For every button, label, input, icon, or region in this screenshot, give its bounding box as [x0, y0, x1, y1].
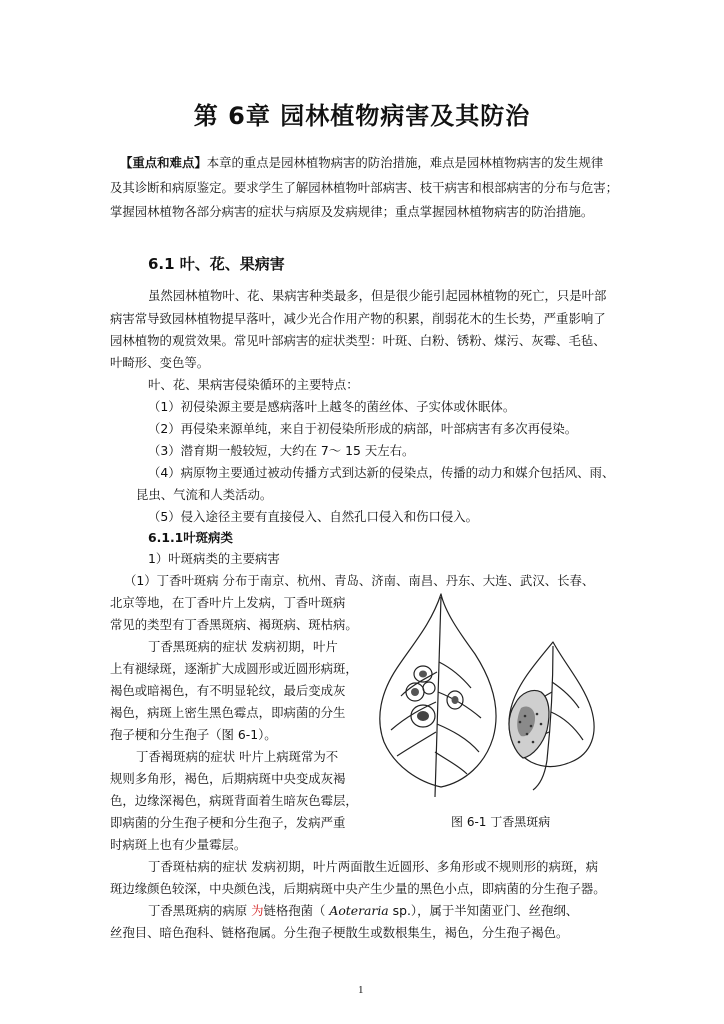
lilac-black-spot-illustration	[375, 592, 600, 817]
cycle-item-5: （5）侵入途径主要有直接侵入、自然孔口侵入和伤口侵入。	[148, 509, 479, 524]
cycle-item-4: （4）病原物主要通过被动传播方式到达新的侵染点，传播的动力和媒介包括风、雨、	[148, 465, 615, 480]
figure-caption: 图 6-1 丁香黑斑病	[451, 815, 551, 829]
key-points-line-2: 及其诊断和病原鉴定。要求学生了解园林植物叶部病害、枝干病害和根部病害的分布与危害；	[110, 180, 619, 195]
cycle-item-4-cont: 昆虫、气流和人类活动。	[136, 487, 273, 502]
black-spot-line-2: 上有褪绿斑，逐渐扩大成圆形或近圆形病斑，	[110, 661, 358, 676]
pathogen-line-1: 丁香黑斑病的病原 为链格孢菌（ Aoteraria sp.），属于半知菌亚门、丝孢纲、	[148, 903, 579, 918]
black-spot-line-4: 褐色，病斑上密生黑色霉点，即病菌的分生	[110, 705, 346, 720]
cycle-item-2: （2）再侵染来源单纯，来自于初侵染所形成的病部，叶部病害有多次再侵染。	[148, 421, 578, 436]
key-points-line-1: 【重点和难点】本章的重点是园林植物病害的防治措施，难点是园林植物病害的发生规律	[120, 155, 604, 170]
spot-blight-line-2: 斑边缘颜色较深，中央颜色浅，后期病斑中央产生少量的黑色小点，即病菌的分生孢子器。	[110, 881, 606, 896]
intro-line-1: 虽然园林植物叶、花、果病害种类最多，但是很少能引起园林植物的死亡，只是叶部	[148, 288, 607, 303]
brown-spot-line-2: 规则多角形，褐色，后期病斑中央变成灰褐	[110, 771, 346, 786]
section-heading-6-1-1: 6.1.1叶斑病类	[148, 530, 233, 545]
chapter-title: 第 6章 园林植物病害及其防治	[193, 102, 531, 130]
left-leaf-midrib	[435, 597, 441, 797]
black-spot-line-1: 丁香黑斑病的症状 发病初期，叶片	[148, 639, 338, 654]
key-points-line-3: 掌握园林植物各部分病害的症状与病原及发病规律；重点掌握园林植物病害的防治措施。	[110, 204, 594, 219]
brown-spot-line-1: 丁香褐斑病的症状 叶片上病斑常为不	[136, 749, 339, 764]
lesion	[423, 682, 435, 694]
black-spot-line-5: 孢子梗和分生孢子（图 6-1）。	[110, 727, 277, 742]
lilac-intro-line-2: 北京等地，在丁香叶片上发病，丁香叶斑病	[110, 595, 346, 610]
spot-blight-line-1: 丁香斑枯病的症状 发病初期，叶片两面散生近圆形、多角形或不规则形的病斑，病	[148, 859, 599, 874]
lilac-intro-line-1: （1）丁香叶斑病 分布于南京、杭州、青岛、济南、南昌、丹东、大连、武汉、长春、	[124, 573, 595, 588]
latin-genus-name: Aoteraria	[329, 903, 389, 918]
section-heading-6-1: 6.1 叶、花、果病害	[148, 255, 285, 273]
intro-line-3: 园林植物的观赏效果。常见叶部病害的症状类型：叶斑、白粉、锈粉、煤污、灰霉、毛毡、	[110, 333, 606, 348]
pathogen-line-2: 丝孢目、暗色孢科、链格孢属。分生孢子梗散生或数根集生，褐色，分生孢子褐色。	[110, 925, 569, 940]
intro-line-4: 叶畸形、变色等。	[110, 355, 210, 370]
highlighted-word: 为	[251, 903, 264, 918]
brown-spot-line-5: 时病斑上也有少量霉层。	[110, 837, 247, 852]
page-number: 1	[358, 984, 364, 996]
key-points-label: 【重点和难点】	[120, 155, 207, 170]
intro-line-2: 病害常导致园林植物提早落叶，减少光合作用产物的积累，削弱花木的生长势，严重影响了	[110, 311, 606, 326]
lilac-intro-line-3: 常见的类型有丁香黑斑病、褐斑病、斑枯病。	[110, 617, 358, 632]
cycle-title: 叶、花、果病害侵染循环的主要特点：	[148, 377, 359, 392]
subheading-main-diseases: 1）叶斑病类的主要病害	[148, 551, 280, 566]
black-spot-line-3: 褐色或暗褐色，有不明显轮纹，最后变成灰	[110, 683, 346, 698]
cycle-item-1: （1）初侵染源主要是感病落叶上越冬的菌丝体、子实体或休眠体。	[148, 399, 516, 414]
brown-spot-line-3: 色，边缘深褐色，病斑背面着生暗灰色霉层，	[110, 793, 358, 808]
cycle-item-3: （3）潜育期一般较短，大约在 7～ 15 天左右。	[148, 443, 415, 458]
brown-spot-line-4: 即病菌的分生孢子梗和分生孢子，发病严重	[110, 815, 346, 830]
